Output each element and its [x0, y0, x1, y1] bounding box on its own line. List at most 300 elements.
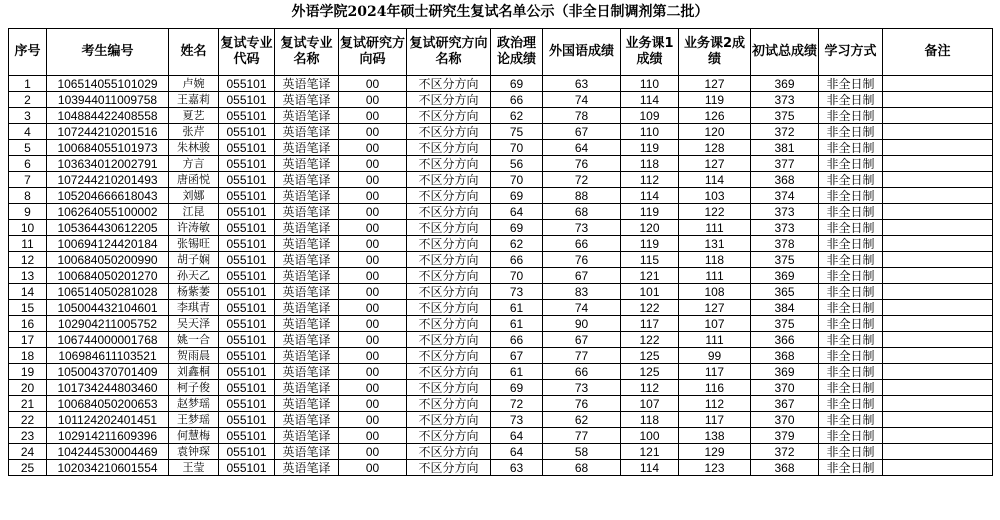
cell-candidate-id: 102034210601554	[47, 460, 169, 476]
cell-candidate-id: 100684050200653	[47, 396, 169, 412]
cell-total-score: 375	[751, 108, 819, 124]
cell-candidate-id: 104244530004469	[47, 444, 169, 460]
cell-remarks	[883, 156, 993, 172]
cell-foreign-language-score: 66	[543, 236, 621, 252]
cell-politics-score: 70	[491, 268, 543, 284]
cell-study-mode: 非全日制	[819, 124, 883, 140]
table-row	[9, 348, 993, 364]
col-header-name: 姓名	[169, 29, 219, 76]
cell-foreign-language-score: 66	[543, 364, 621, 380]
cell-index: 1	[9, 76, 47, 92]
col-header-remarks: 备注	[883, 29, 993, 76]
cell-direction-name: 不区分方向	[407, 380, 491, 396]
cell-remarks	[883, 460, 993, 476]
cell-total-score: 373	[751, 220, 819, 236]
cell-direction-name: 不区分方向	[407, 428, 491, 444]
cell-politics-score: 66	[491, 92, 543, 108]
cell-name: 姚一合	[169, 332, 219, 348]
cell-remarks	[883, 236, 993, 252]
cell-direction-name: 不区分方向	[407, 444, 491, 460]
cell-direction-code: 00	[339, 380, 407, 396]
cell-foreign-language-score: 62	[543, 412, 621, 428]
cell-direction-name: 不区分方向	[407, 348, 491, 364]
cell-politics-score: 70	[491, 140, 543, 156]
cell-major-code: 055101	[219, 428, 275, 444]
cell-politics-score: 66	[491, 252, 543, 268]
cell-direction-name: 不区分方向	[407, 92, 491, 108]
cell-major-code: 055101	[219, 236, 275, 252]
cell-total-score: 368	[751, 460, 819, 476]
cell-direction-name: 不区分方向	[407, 140, 491, 156]
cell-direction-code: 00	[339, 124, 407, 140]
table-body	[9, 76, 993, 476]
cell-index: 17	[9, 332, 47, 348]
cell-major-name: 英语笔译	[275, 444, 339, 460]
cell-politics-score: 69	[491, 188, 543, 204]
cell-course2-score: 127	[679, 156, 751, 172]
cell-foreign-language-score: 67	[543, 332, 621, 348]
cell-course1-score: 119	[621, 140, 679, 156]
cell-index: 25	[9, 460, 47, 476]
cell-foreign-language-score: 67	[543, 268, 621, 284]
cell-name: 李琪青	[169, 300, 219, 316]
cell-major-name: 英语笔译	[275, 236, 339, 252]
cell-course1-score: 122	[621, 300, 679, 316]
cell-direction-code: 00	[339, 428, 407, 444]
cell-name: 孙天乙	[169, 268, 219, 284]
document-title: 外语学院2024年硕士研究生复试名单公示（非全日制调剂第二批）	[291, 4, 709, 20]
cell-course2-score: 120	[679, 124, 751, 140]
cell-direction-code: 00	[339, 268, 407, 284]
cell-direction-code: 00	[339, 156, 407, 172]
cell-candidate-id: 101124202401451	[47, 412, 169, 428]
cell-course1-score: 114	[621, 92, 679, 108]
cell-name: 王梦瑶	[169, 412, 219, 428]
cell-politics-score: 62	[491, 108, 543, 124]
cell-direction-name: 不区分方向	[407, 252, 491, 268]
cell-index: 10	[9, 220, 47, 236]
cell-course1-score: 109	[621, 108, 679, 124]
cell-major-name: 英语笔译	[275, 156, 339, 172]
cell-candidate-id: 101734244803460	[47, 380, 169, 396]
cell-politics-score: 56	[491, 156, 543, 172]
cell-remarks	[883, 204, 993, 220]
cell-direction-name: 不区分方向	[407, 268, 491, 284]
cell-major-name: 英语笔译	[275, 332, 339, 348]
cell-total-score: 365	[751, 284, 819, 300]
cell-candidate-id: 103634012002791	[47, 156, 169, 172]
cell-total-score: 366	[751, 332, 819, 348]
cell-direction-name: 不区分方向	[407, 300, 491, 316]
table-row	[9, 140, 993, 156]
table-row	[9, 108, 993, 124]
cell-total-score: 369	[751, 76, 819, 92]
cell-index: 22	[9, 412, 47, 428]
table-row	[9, 172, 993, 188]
cell-course1-score: 114	[621, 188, 679, 204]
col-header-study-mode: 学习方式	[819, 29, 883, 76]
cell-major-name: 英语笔译	[275, 252, 339, 268]
cell-foreign-language-score: 73	[543, 220, 621, 236]
cell-remarks	[883, 396, 993, 412]
cell-study-mode: 非全日制	[819, 140, 883, 156]
cell-direction-name: 不区分方向	[407, 156, 491, 172]
cell-major-code: 055101	[219, 252, 275, 268]
cell-course1-score: 107	[621, 396, 679, 412]
cell-remarks	[883, 124, 993, 140]
cell-direction-code: 00	[339, 220, 407, 236]
cell-course1-score: 122	[621, 332, 679, 348]
cell-remarks	[883, 140, 993, 156]
cell-name: 袁钟琛	[169, 444, 219, 460]
cell-candidate-id: 107244210201516	[47, 124, 169, 140]
cell-remarks	[883, 172, 993, 188]
table-row	[9, 316, 993, 332]
cell-course1-score: 112	[621, 172, 679, 188]
cell-direction-name: 不区分方向	[407, 76, 491, 92]
col-header-direction-name: 复试研究方向名称	[407, 29, 491, 76]
cell-course1-score: 121	[621, 444, 679, 460]
cell-major-code: 055101	[219, 140, 275, 156]
cell-total-score: 372	[751, 124, 819, 140]
cell-direction-name: 不区分方向	[407, 124, 491, 140]
cell-major-name: 英语笔译	[275, 300, 339, 316]
cell-major-code: 055101	[219, 380, 275, 396]
table-row	[9, 220, 993, 236]
cell-course1-score: 119	[621, 204, 679, 220]
cell-name: 许涛敏	[169, 220, 219, 236]
cell-candidate-id: 100684050200990	[47, 252, 169, 268]
cell-study-mode: 非全日制	[819, 284, 883, 300]
cell-name: 杨紫萎	[169, 284, 219, 300]
cell-total-score: 373	[751, 92, 819, 108]
cell-index: 13	[9, 268, 47, 284]
cell-politics-score: 64	[491, 204, 543, 220]
cell-index: 18	[9, 348, 47, 364]
cell-major-code: 055101	[219, 300, 275, 316]
table-row	[9, 268, 993, 284]
cell-index: 15	[9, 300, 47, 316]
cell-major-name: 英语笔译	[275, 76, 339, 92]
cell-index: 3	[9, 108, 47, 124]
cell-politics-score: 73	[491, 412, 543, 428]
cell-candidate-id: 106514050281028	[47, 284, 169, 300]
cell-direction-name: 不区分方向	[407, 108, 491, 124]
cell-study-mode: 非全日制	[819, 460, 883, 476]
cell-total-score: 374	[751, 188, 819, 204]
table-row	[9, 76, 993, 92]
cell-major-code: 055101	[219, 284, 275, 300]
cell-major-code: 055101	[219, 348, 275, 364]
col-header-course2-score: 业务课2成绩	[679, 29, 751, 76]
cell-candidate-id: 100694124420184	[47, 236, 169, 252]
cell-foreign-language-score: 63	[543, 76, 621, 92]
cell-index: 20	[9, 380, 47, 396]
cell-total-score: 370	[751, 380, 819, 396]
cell-name: 胡子娴	[169, 252, 219, 268]
cell-politics-score: 66	[491, 332, 543, 348]
cell-major-code: 055101	[219, 412, 275, 428]
cell-index: 2	[9, 92, 47, 108]
table-row	[9, 444, 993, 460]
cell-candidate-id: 106264055100002	[47, 204, 169, 220]
cell-course2-score: 99	[679, 348, 751, 364]
table-row	[9, 300, 993, 316]
cell-major-code: 055101	[219, 332, 275, 348]
cell-study-mode: 非全日制	[819, 76, 883, 92]
cell-index: 6	[9, 156, 47, 172]
col-header-major-code: 复试专业代码	[219, 29, 275, 76]
cell-course1-score: 110	[621, 124, 679, 140]
cell-direction-name: 不区分方向	[407, 236, 491, 252]
cell-direction-code: 00	[339, 396, 407, 412]
cell-foreign-language-score: 73	[543, 380, 621, 396]
table-row	[9, 332, 993, 348]
cell-course2-score: 131	[679, 236, 751, 252]
cell-politics-score: 70	[491, 172, 543, 188]
cell-remarks	[883, 364, 993, 380]
cell-candidate-id: 104884422408558	[47, 108, 169, 124]
cell-course2-score: 111	[679, 220, 751, 236]
cell-foreign-language-score: 90	[543, 316, 621, 332]
cell-politics-score: 61	[491, 364, 543, 380]
cell-course1-score: 120	[621, 220, 679, 236]
cell-name: 吴天泽	[169, 316, 219, 332]
applicant-table	[8, 28, 993, 476]
cell-politics-score: 61	[491, 316, 543, 332]
cell-course1-score: 112	[621, 380, 679, 396]
cell-name: 唐函悦	[169, 172, 219, 188]
cell-direction-name: 不区分方向	[407, 188, 491, 204]
cell-major-code: 055101	[219, 364, 275, 380]
cell-index: 24	[9, 444, 47, 460]
cell-index: 14	[9, 284, 47, 300]
cell-remarks	[883, 76, 993, 92]
cell-remarks	[883, 412, 993, 428]
cell-course1-score: 110	[621, 76, 679, 92]
cell-name: 何慧梅	[169, 428, 219, 444]
cell-major-code: 055101	[219, 172, 275, 188]
cell-name: 张锡旺	[169, 236, 219, 252]
cell-total-score: 368	[751, 172, 819, 188]
cell-total-score: 377	[751, 156, 819, 172]
cell-total-score: 384	[751, 300, 819, 316]
cell-major-name: 英语笔译	[275, 284, 339, 300]
cell-direction-name: 不区分方向	[407, 316, 491, 332]
cell-direction-code: 00	[339, 252, 407, 268]
cell-major-code: 055101	[219, 92, 275, 108]
cell-remarks	[883, 92, 993, 108]
cell-study-mode: 非全日制	[819, 220, 883, 236]
cell-candidate-id: 105364430612205	[47, 220, 169, 236]
cell-direction-code: 00	[339, 460, 407, 476]
cell-index: 7	[9, 172, 47, 188]
cell-direction-code: 00	[339, 204, 407, 220]
cell-direction-name: 不区分方向	[407, 204, 491, 220]
cell-candidate-id: 105004370701409	[47, 364, 169, 380]
col-header-direction-code: 复试研究方向码	[339, 29, 407, 76]
cell-major-code: 055101	[219, 444, 275, 460]
cell-course2-score: 108	[679, 284, 751, 300]
cell-remarks	[883, 428, 993, 444]
cell-course1-score: 115	[621, 252, 679, 268]
cell-remarks	[883, 220, 993, 236]
cell-study-mode: 非全日制	[819, 332, 883, 348]
cell-remarks	[883, 252, 993, 268]
cell-foreign-language-score: 83	[543, 284, 621, 300]
cell-direction-name: 不区分方向	[407, 172, 491, 188]
cell-politics-score: 67	[491, 348, 543, 364]
cell-direction-code: 00	[339, 284, 407, 300]
cell-direction-name: 不区分方向	[407, 412, 491, 428]
cell-study-mode: 非全日制	[819, 364, 883, 380]
cell-direction-code: 00	[339, 236, 407, 252]
cell-foreign-language-score: 58	[543, 444, 621, 460]
cell-course2-score: 127	[679, 76, 751, 92]
cell-politics-score: 69	[491, 76, 543, 92]
cell-study-mode: 非全日制	[819, 428, 883, 444]
cell-major-name: 英语笔译	[275, 188, 339, 204]
cell-foreign-language-score: 77	[543, 348, 621, 364]
cell-total-score: 367	[751, 396, 819, 412]
cell-name: 江昆	[169, 204, 219, 220]
cell-major-name: 英语笔译	[275, 124, 339, 140]
cell-study-mode: 非全日制	[819, 300, 883, 316]
cell-politics-score: 75	[491, 124, 543, 140]
cell-direction-name: 不区分方向	[407, 220, 491, 236]
cell-course1-score: 114	[621, 460, 679, 476]
table-row	[9, 188, 993, 204]
cell-direction-name: 不区分方向	[407, 460, 491, 476]
cell-index: 4	[9, 124, 47, 140]
cell-course2-score: 114	[679, 172, 751, 188]
cell-major-code: 055101	[219, 316, 275, 332]
cell-major-name: 英语笔译	[275, 204, 339, 220]
col-header-total-score: 初试总成绩	[751, 29, 819, 76]
cell-direction-code: 00	[339, 172, 407, 188]
header-row	[9, 29, 993, 76]
cell-major-name: 英语笔译	[275, 316, 339, 332]
cell-total-score: 368	[751, 348, 819, 364]
cell-direction-code: 00	[339, 140, 407, 156]
cell-course1-score: 118	[621, 156, 679, 172]
cell-total-score: 369	[751, 268, 819, 284]
cell-candidate-id: 107244210201493	[47, 172, 169, 188]
cell-major-name: 英语笔译	[275, 172, 339, 188]
cell-politics-score: 63	[491, 460, 543, 476]
cell-candidate-id: 106984611103521	[47, 348, 169, 364]
cell-study-mode: 非全日制	[819, 204, 883, 220]
cell-candidate-id: 106744000001768	[47, 332, 169, 348]
cell-study-mode: 非全日制	[819, 380, 883, 396]
cell-name: 刘娜	[169, 188, 219, 204]
cell-major-code: 055101	[219, 108, 275, 124]
cell-remarks	[883, 332, 993, 348]
cell-foreign-language-score: 64	[543, 140, 621, 156]
cell-candidate-id: 105004432104601	[47, 300, 169, 316]
cell-major-name: 英语笔译	[275, 380, 339, 396]
cell-remarks	[883, 444, 993, 460]
cell-course2-score: 111	[679, 268, 751, 284]
cell-remarks	[883, 316, 993, 332]
cell-course2-score: 126	[679, 108, 751, 124]
cell-direction-code: 00	[339, 188, 407, 204]
table-row	[9, 412, 993, 428]
cell-major-code: 055101	[219, 76, 275, 92]
cell-major-name: 英语笔译	[275, 396, 339, 412]
cell-study-mode: 非全日制	[819, 236, 883, 252]
table-row	[9, 284, 993, 300]
cell-total-score: 373	[751, 204, 819, 220]
table-row	[9, 252, 993, 268]
cell-foreign-language-score: 72	[543, 172, 621, 188]
cell-course1-score: 101	[621, 284, 679, 300]
cell-major-code: 055101	[219, 188, 275, 204]
cell-total-score: 379	[751, 428, 819, 444]
cell-course1-score: 100	[621, 428, 679, 444]
cell-politics-score: 62	[491, 236, 543, 252]
cell-study-mode: 非全日制	[819, 92, 883, 108]
cell-name: 贺雨晨	[169, 348, 219, 364]
cell-direction-code: 00	[339, 348, 407, 364]
cell-foreign-language-score: 74	[543, 92, 621, 108]
cell-major-code: 055101	[219, 396, 275, 412]
cell-study-mode: 非全日制	[819, 396, 883, 412]
cell-foreign-language-score: 76	[543, 396, 621, 412]
cell-major-name: 英语笔译	[275, 348, 339, 364]
cell-name: 柯子俊	[169, 380, 219, 396]
cell-study-mode: 非全日制	[819, 252, 883, 268]
cell-course2-score: 129	[679, 444, 751, 460]
cell-remarks	[883, 348, 993, 364]
cell-course1-score: 121	[621, 268, 679, 284]
cell-total-score: 378	[751, 236, 819, 252]
col-header-course1-score: 业务课1成绩	[621, 29, 679, 76]
cell-direction-code: 00	[339, 444, 407, 460]
cell-course2-score: 128	[679, 140, 751, 156]
cell-course1-score: 119	[621, 236, 679, 252]
cell-study-mode: 非全日制	[819, 172, 883, 188]
cell-course2-score: 116	[679, 380, 751, 396]
cell-index: 9	[9, 204, 47, 220]
cell-politics-score: 69	[491, 380, 543, 396]
cell-course2-score: 117	[679, 412, 751, 428]
cell-total-score: 375	[751, 252, 819, 268]
cell-course2-score: 111	[679, 332, 751, 348]
col-header-candidate-id: 考生编号	[47, 29, 169, 76]
cell-study-mode: 非全日制	[819, 156, 883, 172]
cell-remarks	[883, 188, 993, 204]
table-row	[9, 460, 993, 476]
cell-major-code: 055101	[219, 268, 275, 284]
cell-major-code: 055101	[219, 220, 275, 236]
cell-name: 张芹	[169, 124, 219, 140]
cell-index: 8	[9, 188, 47, 204]
cell-index: 21	[9, 396, 47, 412]
cell-foreign-language-score: 68	[543, 460, 621, 476]
cell-course2-score: 118	[679, 252, 751, 268]
cell-course2-score: 119	[679, 92, 751, 108]
table-row	[9, 124, 993, 140]
cell-name: 朱林骏	[169, 140, 219, 156]
cell-direction-code: 00	[339, 364, 407, 380]
cell-candidate-id: 106514055101029	[47, 76, 169, 92]
cell-politics-score: 64	[491, 428, 543, 444]
cell-direction-code: 00	[339, 92, 407, 108]
cell-major-name: 英语笔译	[275, 428, 339, 444]
cell-course1-score: 125	[621, 348, 679, 364]
cell-remarks	[883, 284, 993, 300]
